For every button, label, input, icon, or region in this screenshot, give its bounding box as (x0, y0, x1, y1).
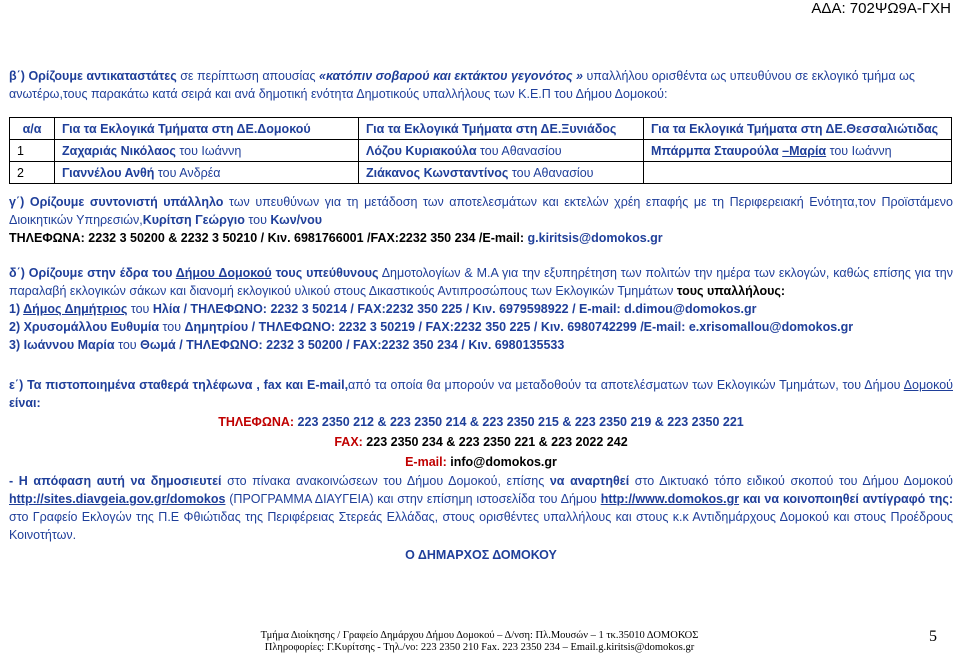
coordinator-email: g.kiritsis@domokos.gr (527, 231, 663, 245)
delta-lead-2: τους υπεύθυνους (271, 266, 379, 280)
footer-contact: Πληροφορίες: Γ.Κυρίτσης - Τηλ./νο: 223 2350 210 Fax. 223 2350 234 – Email.g.kiritsis@domokos.gr (264, 642, 695, 653)
paragraph-delta (9, 264, 953, 354)
employee-name: Γιαννέλου Ανθή (62, 165, 155, 180)
item-of: του (127, 302, 153, 316)
employee-email: e.xrisomallou@domokos.gr (688, 320, 854, 334)
page-number: 5 (929, 628, 937, 645)
website-link[interactable]: http://www.domokos.gr (600, 492, 740, 506)
table-cell (55, 162, 359, 184)
section-mark: β΄) (9, 69, 25, 83)
paragraph-epsilon (9, 376, 953, 412)
diavgeia-link[interactable]: http://sites.diavgeia.gov.gr/domokos (9, 492, 226, 506)
employee-name: Μπάρμπα Σταυρούλα (651, 143, 783, 158)
table-cell: 1 (10, 140, 55, 162)
paragraph-beta (9, 67, 953, 103)
footer-address: Τμήμα Διοίκησης / Γραφείο Δημάρχου Δήμου Δομοκού – Δ/νση: Πλ.Μουσών – 1 τκ.35010 ΔΟΜΟΚΟΣ (260, 630, 699, 641)
beta-quote: «κατόπιν σοβαρού και εκτάκτου γεγονότος » (319, 69, 583, 83)
epsilon-text: από τα οποία θα μπορούν να μεταδοθούν τα αποτελέσματων των Εκλογικών Τμημάτων, του Δήμου (348, 378, 904, 392)
employee-name: Ιωάννου Μαρία (23, 338, 115, 352)
section-mark: γ΄) (9, 195, 25, 209)
gamma-text: των υπευθύνων για τη μετάδοση των αποτελεσμάτων και εκτελών χρέη επαφής με τη Περιφερειακή Ενότητα,τον Προϊστάμενο Διοικητικών Υπηρεσιών, (9, 195, 953, 227)
beta-text-2: υπαλλήλου ορισθέντα ως υπευθύνου σε εκλογικό τμήμα ως ανωτέρω,τους παρακάτω κατά σειρά και ανά δημοτική ενότητα Δημοτικούς υπαλλήλους των Κ.Ε.Π του Δήμου Δομοκού: (9, 69, 915, 101)
employee-name: Χρυσομάλλου Ευθυμία (23, 320, 160, 334)
section-mark: ε΄) (9, 378, 24, 392)
father-name: Ηλία (152, 302, 181, 316)
employee-name: Δήμος Δημήτριος (23, 302, 128, 316)
epsilon-lead: Τα πιστοποιημένα σταθερά τηλέφωνα , fax και E-mail, (23, 378, 349, 392)
notice-notify: και να κοινοποιηθεί αντίγραφό της: (739, 492, 953, 506)
item-number: 1) (9, 302, 24, 316)
table-header-row (10, 118, 952, 140)
header-cell: Για τα Εκλογικά Τμήματα στη ΔΕ.Ξυνιάδος (359, 118, 644, 140)
employee-email: d.dimou@domokos.gr (624, 302, 757, 316)
ada-code: ΑΔΑ: 702ΨΩ9Α-ΓΧΗ (811, 0, 951, 17)
employee-name: Ζιάκανος Κωνσταντίνος (366, 165, 509, 180)
table-cell (55, 140, 359, 162)
coordinator-contact: ΤΗΛΕΦΩΝΑ: 2232 3 50200 & 2232 3 50210 / Κιν. 6981766001 /FAX:2232 350 234 /E-mail: (9, 231, 528, 245)
phones-label: ΤΗΛΕΦΩΝΑ: (218, 415, 295, 429)
item-of: του (159, 320, 185, 334)
table-cell (359, 162, 644, 184)
father-name: του Αθανασίου (508, 165, 594, 180)
table-cell (359, 140, 644, 162)
notice-lead: - Η απόφαση αυτή να δημοσιευτεί (9, 474, 222, 488)
email-value: info@domokos.gr (446, 455, 557, 469)
substitutes-table (9, 117, 952, 184)
delta-lead-underlined: Δήμου Δομοκού (175, 266, 272, 280)
notice-text-3: (ΠΡΟΓΡΑΜΜΑ ΔΙΑΥΓΕΙΑ) και στην επίσημη ιστοσελίδα του Δήμου (225, 492, 601, 506)
coordinator-name: Κυρίτση Γεώργιο (142, 213, 245, 227)
father-name: του Ιωάννη (175, 143, 242, 158)
table-cell: 2 (10, 162, 55, 184)
paragraph-gamma (9, 193, 953, 247)
coordinator-father: Κων/νου (270, 213, 322, 227)
table-cell (644, 162, 952, 184)
delta-lead: Ορίζουμε στην έδρα του (24, 266, 176, 280)
beta-text: σε περίπτωση απουσίας (176, 69, 319, 83)
item-number: 3) (9, 338, 24, 352)
table-cell (644, 140, 952, 162)
beta-lead: Ορίζουμε αντικαταστάτες (24, 69, 177, 83)
employee-contact: / ΤΗΛΕΦΩΝΟ: 2232 3 50200 / FAX:2232 350 234 / Κιν. 6980135533 (175, 338, 565, 352)
delta-employees-label: τους υπαλλήλους: (676, 284, 786, 298)
father-name: του Αθανασίου (476, 143, 562, 158)
notice-text-2: στο Δικτυακό τόπο ειδικού σκοπού του Δήμου Δομοκού (629, 474, 953, 488)
item-of: του (114, 338, 141, 352)
section-mark: δ΄) (9, 266, 25, 280)
mayor-signature: Ο ΔΗΜΑΡΧΟΣ ΔΟΜΟΚΟΥ (405, 548, 557, 562)
epsilon-municipality: Δομοκού (903, 378, 953, 392)
paragraph-notice (9, 472, 953, 544)
father-name: Θωμά (140, 338, 176, 352)
fax-value: 223 2350 234 & 223 2350 221 & 223 2022 242 (362, 435, 628, 449)
phones-value: 223 2350 212 & 223 2350 214 & 223 2350 215 & 223 2350 219 & 223 2350 221 (294, 415, 744, 429)
employee-contact: / ΤΗΛΕΦΩΝΟ: 2232 3 50214 / FAX:2232 350 225 / Κιν. 6979598922 / E-mail: (180, 302, 625, 316)
gamma-of: του (244, 213, 271, 227)
header-cell: α/α (10, 118, 55, 140)
header-cell: Για τα Εκλογικά Τμήματα στη ΔΕ.Θεσσαλιώτιδας (644, 118, 952, 140)
footer (0, 630, 959, 654)
fax-label: FAX: (334, 435, 363, 449)
official-contacts (9, 412, 953, 472)
employee-contact: / ΤΗΛΕΦΩΝΟ: 2232 3 50219 / FAX:2232 350 225 / Κιν. 6980742299 /E-mail: (248, 320, 689, 334)
father-name: του Ιωάννη (826, 143, 892, 158)
father-name: του Ανδρέα (154, 165, 221, 180)
employee-name-2: –Μαρία (782, 143, 827, 158)
notice-post: να αναρτηθεί (549, 474, 630, 488)
email-label: E-mail: (405, 455, 447, 469)
notice-text-4: στο Γραφείο Εκλογών της Π.Ε Φθιώτιδας της Περιφέρειας Στερεάς Ελλάδας, στους ορισθέντες υπαλλήλους και στους κ.κ Αντιδημάρχους Δομοκού και στους Προέδρους Κοινοτήτων. (9, 510, 953, 542)
delta-text: Δημοτολογίων & Μ.Α για την εξυπηρέτηση των πολιτών την ημέρα των εκλογών, καθώς επίσης για την παραλαβή εκλογικών σάκων και διανομή εκλογικού υλικού στους Δικαστικούς Αντιπροσώπους των Εκλογικών Τμημάτων (9, 266, 953, 298)
epsilon-are: είναι: (9, 396, 41, 410)
header-cell: Για τα Εκλογικά Τμήματα στη ΔΕ.Δομοκού (55, 118, 359, 140)
notice-text: στο πίνακα ανακοινώσεων του Δήμου Δομοκού, επίσης (221, 474, 550, 488)
father-name: Δημητρίου (184, 320, 249, 334)
employee-name: Λόζου Κυριακούλα (366, 143, 477, 158)
gamma-lead: Ορίζουμε συντονιστή υπάλληλο (24, 195, 224, 209)
table-row (10, 162, 952, 184)
table-row (10, 140, 952, 162)
item-number: 2) (9, 320, 24, 334)
employee-name: Ζαχαριάς Νικόλαος (62, 143, 176, 158)
